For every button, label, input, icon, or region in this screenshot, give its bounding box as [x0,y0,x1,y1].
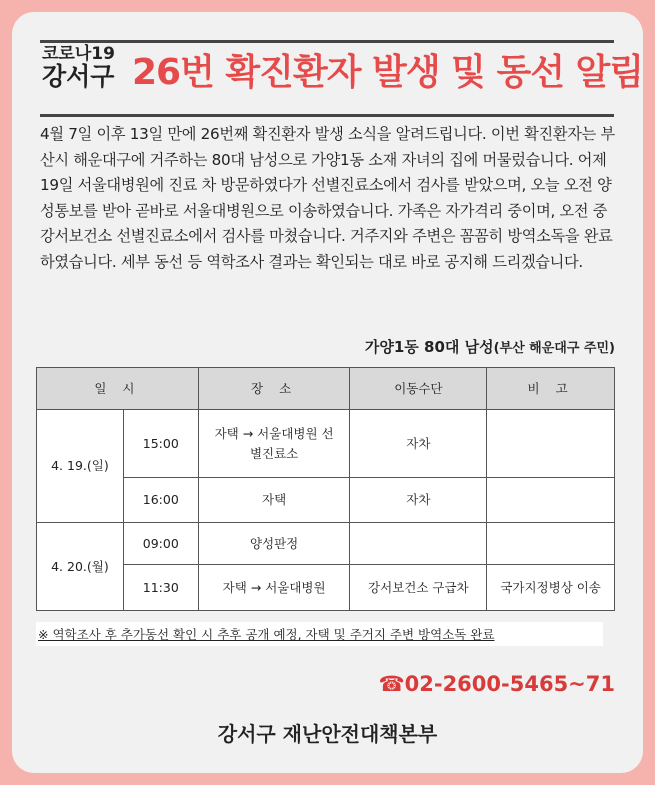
time-cell: 09:00 [123,523,198,565]
remarks-cell [487,410,615,478]
patient-main: 가양1동 80대 남성 [364,338,494,356]
remarks-cell [487,478,615,523]
date-cell: 4. 19.(일) [37,410,124,523]
table-row [37,565,615,611]
transport-cell: 자차 [350,478,487,523]
transport-cell [350,523,487,565]
time-cell: 16:00 [123,478,198,523]
transport-cell: 자차 [350,410,487,478]
body-text: 4월 7일 이후 13일 만에 26번째 확진환자 발생 소식을 알려드립니다. 이번 확진환자는 부산시 해운대구에 거주하는 80대 남성으로 가양1동 소재 자녀의 집에 머물렀습니다. 어제 19일 서울대병원에 진료 차 방문하였다가 선별진료소에서 검사를 받았으며, 오늘 오전 양성통보를 받아 곧바로 서울대병원으로 이송하였습니다. 가족은 자가격리 중이며, 오전 중 강서보건소 선별진료소에서 검사를 마쳤습니다. 거주지와 주변은 꼼꼼히 방역소독을 완료하였습니다. 세부 동선 등 역학조사 결과는 확인되는 대로 바로 공지해 드리겠습니다. [40,125,615,271]
header-remarks: 비 고 [487,368,615,410]
place-cell: 양성판정 [198,523,350,565]
top-rule [40,40,614,43]
phone-number: ☎02-2600-5465~71 [378,672,615,696]
remarks-cell [487,523,615,565]
bottom-rule [40,114,614,117]
route-table [36,367,615,611]
header-sub-line2: 강서구 [42,61,115,91]
table-row [37,410,615,478]
place-cell: 자택 → 서울대병원 선별진료소 [198,410,350,478]
time-cell: 11:30 [123,565,198,611]
place-cell: 자택 → 서울대병원 [198,565,350,611]
remarks-cell: 국가지정병상 이송 [487,565,615,611]
table-row [37,523,615,565]
table-header-row [37,368,615,410]
place-cell: 자택 [198,478,350,523]
transport-cell: 강서보건소 구급차 [350,565,487,611]
header-transport: 이동수단 [350,368,487,410]
header-sub-line1: 코로나19 [42,44,115,64]
page-title: 26번 확진환자 발생 및 동선 알림 [132,52,644,93]
header-datetime: 일 시 [37,368,199,410]
header-place: 장 소 [198,368,350,410]
patient-detail: (부산 해운대구 주민) [493,341,615,356]
patient-label [365,336,615,357]
table-row [37,478,615,523]
date-cell: 4. 20.(월) [37,523,124,611]
time-cell: 15:00 [123,410,198,478]
footnote: ※ 역학조사 후 추가동선 확인 시 추후 공개 예정, 자택 및 주거지 주변 방역소독 완료 [36,622,603,646]
organization-name: 강서구 재난안전대책본부 [217,722,438,746]
header-subtitle [42,46,115,90]
